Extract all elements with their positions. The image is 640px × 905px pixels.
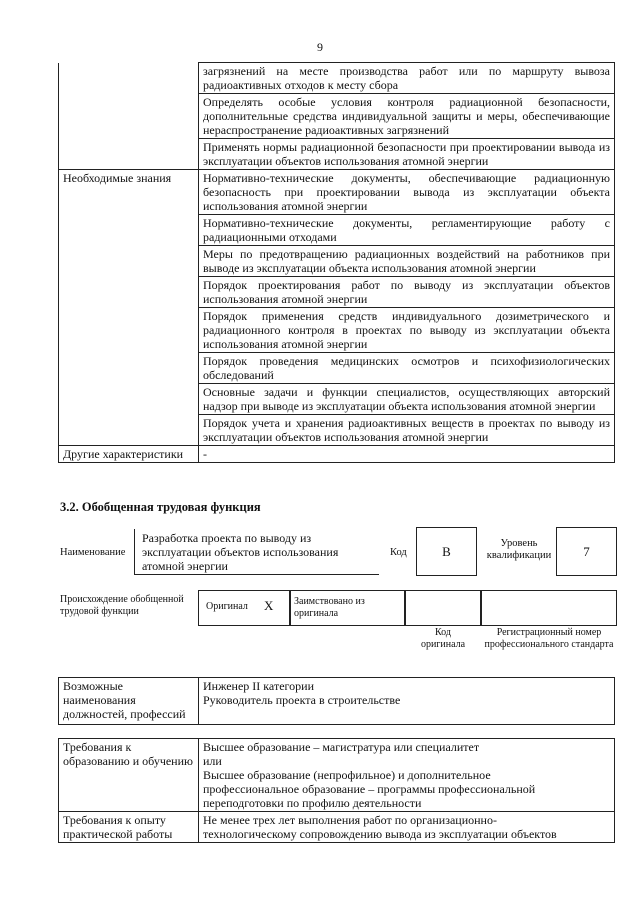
row-label bbox=[59, 384, 199, 415]
table-row bbox=[59, 246, 615, 277]
table-row bbox=[59, 170, 615, 215]
row-label: Требования к образованию и обучению bbox=[59, 739, 199, 812]
table-row bbox=[59, 446, 615, 463]
row-text: Нормативно-технические документы, регламентирующие работу с радиационными отходами bbox=[199, 215, 615, 246]
positions-label: Возможные наименования должностей, профессий bbox=[59, 678, 199, 725]
row-text: Меры по предотвращению радиационных воздействий на работников при выводе из эксплуатации объекта использования атомной энергии bbox=[199, 246, 615, 277]
row-text: Применять нормы радиационной безопасности при проектировании вывода из эксплуатации объектов использования атомной энергии bbox=[199, 139, 615, 170]
row-text: загрязнений на месте производства работ или по маршруту вывоза радиоактивных отходов к месту сбора bbox=[199, 63, 615, 94]
row-text: - bbox=[199, 446, 615, 463]
table-row bbox=[59, 415, 615, 446]
row-label bbox=[59, 246, 199, 277]
table-row bbox=[59, 739, 615, 812]
row-label: Требования к опыту практической работы bbox=[59, 812, 199, 843]
level-value: 7 bbox=[556, 527, 617, 576]
code-value: В bbox=[416, 527, 477, 576]
row-label: Необходимые знания bbox=[59, 170, 199, 215]
page-number: 9 bbox=[317, 40, 323, 54]
table-row bbox=[59, 812, 615, 843]
table-row bbox=[59, 384, 615, 415]
positions-cell bbox=[199, 678, 615, 725]
text-line: профессиональное образование – программы профессиональной bbox=[203, 782, 536, 796]
competencies-table bbox=[58, 62, 615, 463]
position-line: Руководитель проекта в строительстве bbox=[203, 693, 401, 707]
origin-code-cell bbox=[404, 590, 482, 626]
row-label bbox=[59, 353, 199, 384]
row-label bbox=[59, 308, 199, 353]
positions-table bbox=[58, 677, 615, 725]
row-text: Основные задачи и функции специалистов, осуществляющих авторский надзор при выводе из эксплуатации объекта использования атомной энергии bbox=[199, 384, 615, 415]
row-text: Определять особые условия контроля радиационной безопасности, дополнительные средства индивидуальной защиты и меры, обеспечивающие нераспространение радиоактивных загрязнений bbox=[199, 94, 615, 139]
text-line: Высшее образование – магистратура или специалитет bbox=[203, 740, 480, 754]
text-line: Не менее трех лет выполнения работ по организационно- bbox=[203, 813, 497, 827]
row-text: Порядок проведения медицинских осмотров и психофизиологических обследований bbox=[199, 353, 615, 384]
table-row bbox=[59, 94, 615, 139]
table-row bbox=[59, 277, 615, 308]
text-line: переподготовки по профилю деятельности bbox=[203, 796, 422, 810]
row-label bbox=[59, 63, 199, 94]
row-label bbox=[59, 277, 199, 308]
reg-number-cell bbox=[480, 590, 617, 626]
original-label: Оригинал bbox=[206, 601, 248, 612]
row-text: Порядок применения средств индивидуального дозиметрического и радиационного контроля в проектах по выводу из эксплуатации объекта использования атомной энергии bbox=[199, 308, 615, 353]
row-label: Другие характеристики bbox=[59, 446, 199, 463]
row-text: Нормативно-технические документы, обеспечивающие радиационную безопасность при проектировании вывода из эксплуатации объекта использования атомной энергии bbox=[199, 170, 615, 215]
requirements-table bbox=[58, 738, 615, 843]
origin-label: Происхождение обобщенной трудовой функции bbox=[60, 594, 184, 617]
row-label bbox=[59, 215, 199, 246]
name-label: Наименование bbox=[60, 547, 126, 558]
row-text: Порядок проектирования работ по выводу из эксплуатации объектов использования атомной энергии bbox=[199, 277, 615, 308]
text-line: Высшее образование (непрофильное) и дополнительное bbox=[203, 768, 491, 782]
row-text bbox=[199, 739, 615, 812]
table-row bbox=[59, 63, 615, 94]
row-label bbox=[59, 139, 199, 170]
section-title: 3.2. Обобщенная трудовая функция bbox=[60, 500, 261, 514]
table-row bbox=[59, 139, 615, 170]
row-text: Порядок учета и хранения радиоактивных веществ в проектах по выводу из эксплуатации объектов использования атомной энергии bbox=[199, 415, 615, 446]
origin-code-label: Код оригинала bbox=[420, 627, 466, 650]
row-text bbox=[199, 812, 615, 843]
borrowed-label: Заимствовано из оригинала bbox=[294, 596, 365, 619]
name-value: Разработка проекта по выводу из эксплуатации объектов использования атомной энергии bbox=[142, 531, 339, 573]
table-row bbox=[59, 215, 615, 246]
row-label bbox=[59, 94, 199, 139]
reg-number-label: Регистрационный номер профессионального стандарта bbox=[484, 627, 614, 650]
position-line: Инженер II категории bbox=[203, 679, 314, 693]
table-row bbox=[59, 308, 615, 353]
level-label: Уровень квалификации bbox=[486, 538, 552, 561]
text-line: технологическому сопровождению вывода из эксплуатации объектов bbox=[203, 827, 557, 841]
text-line: или bbox=[203, 754, 222, 768]
original-mark: X bbox=[264, 598, 274, 613]
table-row bbox=[59, 353, 615, 384]
code-label: Код bbox=[390, 547, 407, 558]
row-label bbox=[59, 415, 199, 446]
